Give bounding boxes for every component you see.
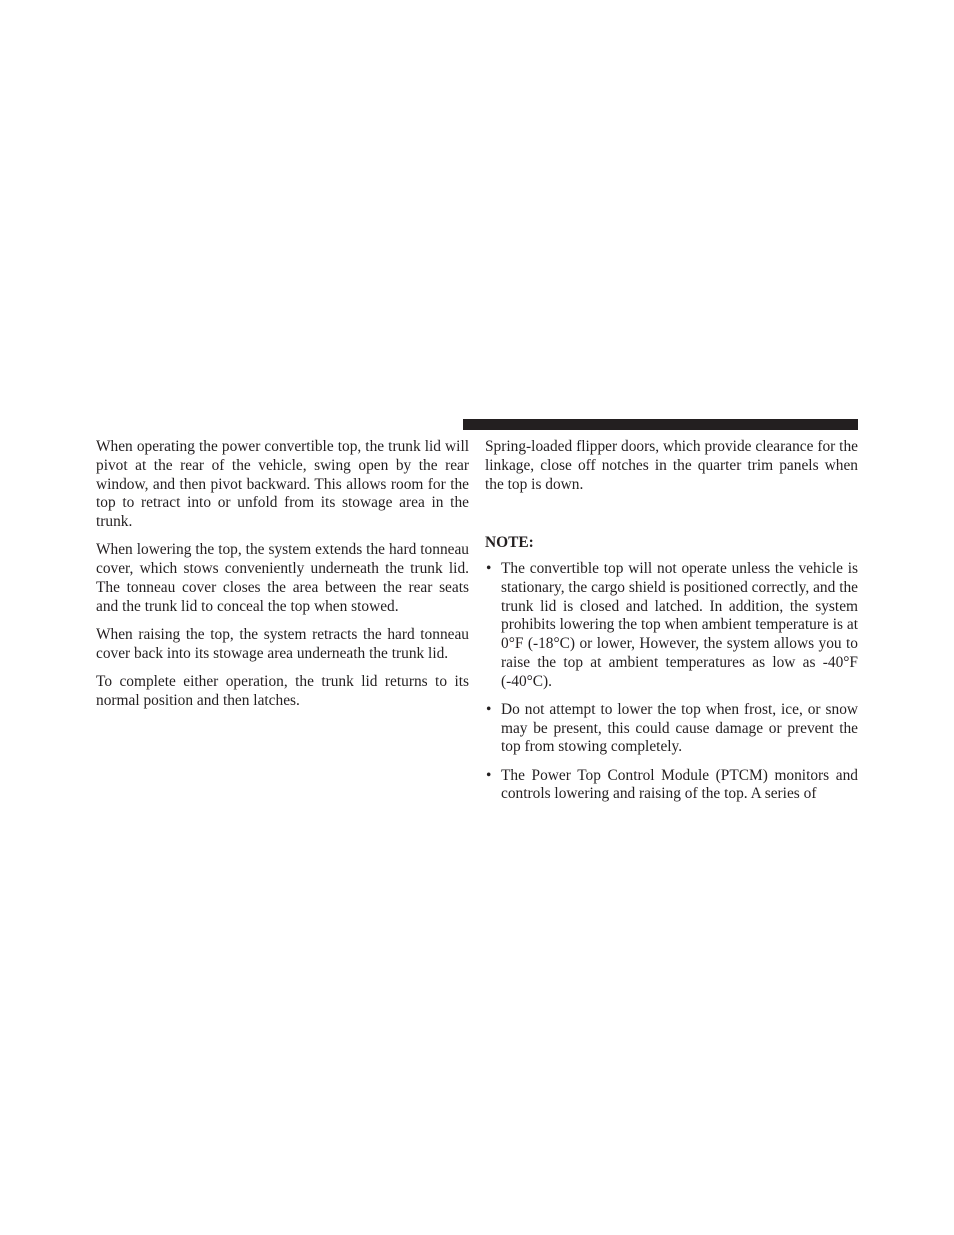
- paragraph-lowering-top: When lowering the top, the system extends the hard tonneau cover, which stows conveniently underneath the trunk lid. The tonneau cover closes the area between the rear seats and the trunk lid to conceal the top when stowed.: [96, 541, 469, 615]
- note-heading: NOTE:: [485, 534, 534, 552]
- note-text: The convertible top will not operate unless the vehicle is stationary, the cargo shield is positioned correctly, and the trunk lid is closed and latched. In addition, the system prohibits lowering the top when ambient temperature is at 0°F (-18°C) or lower, However, the system allows you to raise the top at ambient temperatures as low as -40°F (-40°C).: [501, 560, 858, 690]
- list-item: [485, 701, 858, 757]
- paragraph-flipper-doors: Spring-loaded flipper doors, which provide clearance for the linkage, close off notches in the quarter trim panels when the top is down.: [485, 438, 858, 493]
- paragraph-complete-operation: To complete either operation, the trunk lid returns to its normal position and then latches.: [96, 672, 469, 709]
- section-header-bar: [463, 419, 858, 430]
- list-item: [485, 767, 858, 805]
- note-text: Do not attempt to lower the top when frost, ice, or snow may be present, this could cause damage or prevent the top from stowing completely.: [501, 700, 858, 756]
- paragraph-trunk-lid-operation: When operating the power convertible top, the trunk lid will pivot at the rear of the vehicle, swing open by the rear window, and then pivot backward. This allows room for the top to retract into or unfold from its stowage area in the trunk.: [96, 438, 469, 530]
- right-column: [485, 438, 858, 814]
- bullet-icon: •: [486, 766, 492, 784]
- list-item: [485, 560, 858, 691]
- left-column: [96, 438, 469, 720]
- bullet-icon: •: [486, 560, 492, 577]
- bullet-icon: •: [486, 700, 492, 718]
- note-text: The Power Top Control Module (PTCM) monitors and controls lowering and raising of the top. A series of: [501, 766, 858, 803]
- note-list: [485, 560, 858, 804]
- paragraph-raising-top: When raising the top, the system retracts the hard tonneau cover back into its stowage area underneath the trunk lid.: [96, 625, 469, 662]
